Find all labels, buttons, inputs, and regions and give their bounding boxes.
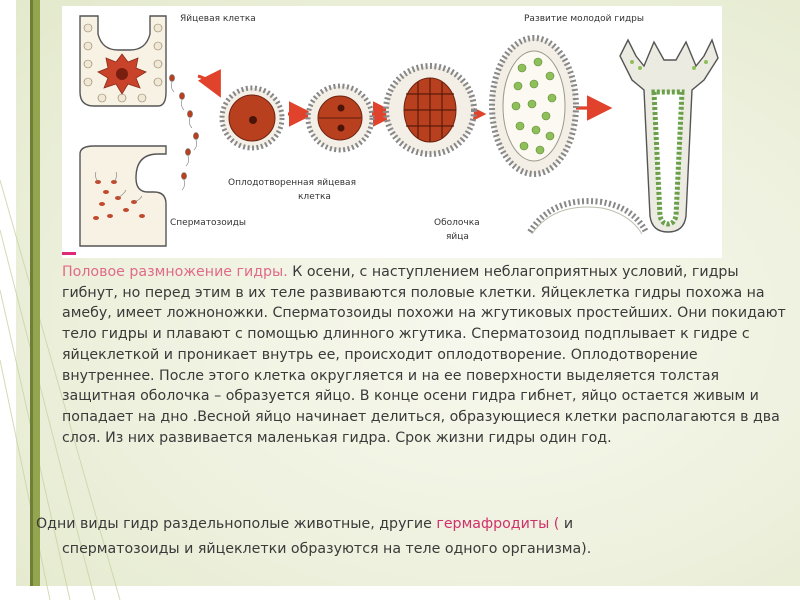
label-shell-line2: яйца <box>446 232 469 242</box>
label-fertilized-line2: клетка <box>298 192 331 202</box>
young-hydra <box>620 40 718 232</box>
label-shell-line1: Оболочка <box>434 218 480 228</box>
hermaphrodite-term: гермафродиты ( <box>436 516 560 532</box>
accent-bar-edge <box>30 0 33 586</box>
bottom-line-2: сперматозоиды и яйцеклетки образуются на теле одного организма). <box>62 541 592 557</box>
bottom-line-1 <box>36 512 776 537</box>
bottom-paragraph <box>36 512 776 562</box>
label-sperm: Сперматозоиды <box>170 218 246 228</box>
label-egg-cell: Яйцевая клетка <box>180 14 256 24</box>
egg-shell-fragment <box>530 201 646 234</box>
hydra-reproduction-figure <box>62 6 722 258</box>
section-heading: Половое размножение гидры. <box>62 264 288 280</box>
bottom-text-before: Одни виды гидр раздельнополые животные, другие <box>36 516 437 532</box>
egg-embryo <box>492 38 576 174</box>
figure-illustration <box>62 6 722 258</box>
egg-two-cells <box>308 86 372 150</box>
label-development: Развитие молодой гидры <box>524 14 644 24</box>
label-fertilized-line1: Оплодотворенная яйцевая <box>228 178 356 188</box>
paragraph-body: К осени, с наступлением неблагоприятных условий, гидры гибнут, но перед этим в их теле развиваются половые клетки. Яйцеклетка гидры похожа на амебу, имеет ложноножки. Сперматозоиды похожи на жгутиковых простейших. Они покидают тело гидры и плавают с помощью длинного жгутика. Сперматозоид подплывает к гидре с яйцеклеткой и проникает внутрь ее, происходит оплодотворение. Оплодотворение внутреннее. После этого клетка округляется и на ее поверхности выделяется толстая защитная оболочка – образуется яйцо. В конце осени гидра гибнет, яйцо остается живым и попадает на дно .Весной яйцо начинает делиться, образующиеся клетки располагаются в два слоя. Из них развивается маленькая гидра. Срок жизни гидры один год. <box>62 264 786 446</box>
swimming-sperm <box>169 75 198 180</box>
bottom-text-after: и <box>559 516 574 532</box>
hydra-body-with-egg <box>80 16 166 106</box>
fertilized-egg <box>222 88 282 148</box>
main-paragraph <box>62 262 788 448</box>
hydra-body-with-sperm <box>80 146 166 246</box>
heading-marker <box>62 252 76 255</box>
egg-many-cells <box>386 66 474 154</box>
